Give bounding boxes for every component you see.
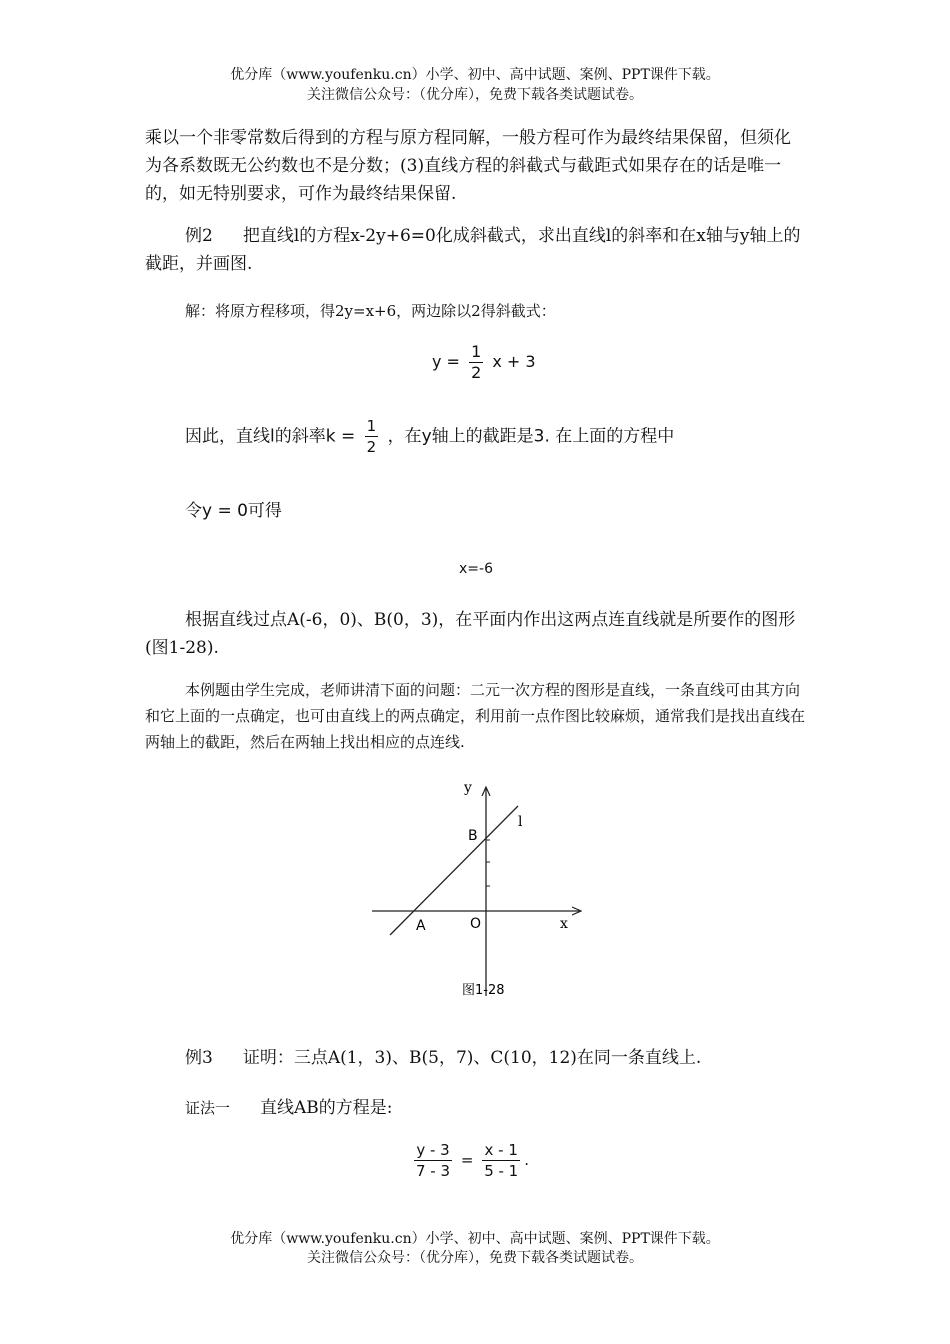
example-3-text: 证明：三点A(1，3)、B(5，7)、C(10，12)在同一条直线上. [242,1048,702,1068]
slope-denominator: 2 [366,438,377,456]
x-axis-label: x [560,916,568,932]
therefore-text-a: 因此，直线l的斜率k = [185,426,356,447]
eq2-left-denominator: 7 - 3 [416,1162,451,1180]
example-2-label: 例2 [185,226,213,246]
origin-label: O [470,916,482,932]
intro-paragraph: 乘以一个非零常数后得到的方程与原方程同解，一般方程可作为最终结果保留，但须化为各系数既无公约数也不是分数；(3)直线方程的斜截式与截距式如果存在的话是唯一的，如无特别要求，可作为最终结果保留. [145,128,791,204]
equation-line-ab [410,1140,529,1181]
example-2-text: 把直线l的方程x-2y+6=0化成斜截式，求出直线l的斜率和在x轴与y轴上的截距，并画图. [145,226,801,274]
therefore-text-b: ，在y轴上的截距是3. 在上面的方程中 [387,426,675,447]
eq2-left-numerator: y - 3 [414,1140,452,1161]
proof-method-1 [145,1094,805,1122]
example-3 [145,1044,805,1072]
proof-label: 证法一 [185,1099,231,1117]
point-b-label: B [468,828,478,844]
eq1-denominator: 2 [471,363,482,382]
eq2-right-denominator: 5 - 1 [484,1162,519,1180]
eq2-period: . [524,1151,530,1169]
eq2-right-numerator: x - 1 [482,1140,520,1161]
example-2 [145,222,805,278]
x-intercept-value: x=-6 [459,561,493,577]
figure-caption: 图1-28 [462,983,505,998]
y-axis-label: y [464,780,472,796]
eq1-numerator: 1 [471,342,482,361]
eq1-lhs: y = [432,352,460,371]
figure-1-28 [360,768,600,1008]
therefore-line [185,416,674,457]
eq1-rhs: x + 3 [492,352,536,371]
let-y-line: 令y = 0可得 [185,501,282,521]
eq2-equals: = [460,1151,474,1169]
header-line-1: 优分库（www.youfenku.cn）小学、初中、高中试题、案例、PPT课件下载。 [230,67,720,83]
note-paragraph: 本例题由学生完成，老师讲清下面的问题：二元一次方程的图形是直线，一条直线可由其方向和它上面的一点确定，也可由直线上的两点确定，利用前一点作图比较麻烦，通常我们是找出直线在两轴上的截距，然后在两轴上找出相应的点连线. [145,681,806,751]
header-line-2: 关注微信公众号：（优分库），免费下载各类试题试卷。 [307,87,643,103]
footer-line-1: 优分库（www.youfenku.cn）小学、初中、高中试题、案例、PPT课件下载。 [230,1231,720,1247]
slope-numerator: 1 [366,417,377,435]
line-label: l [518,814,523,830]
example-3-label: 例3 [185,1048,213,1068]
draw-paragraph: 根据直线过点A(-6，0)、B(0，3)，在平面内作出这两点连直线就是所要作的图形(图1-28). [145,610,796,658]
proof-text: 直线AB的方程是: [260,1098,393,1118]
equation-slope-intercept [432,342,536,383]
solution-line: 解：将原方程移项，得2y=x+6，两边除以2得斜截式： [185,302,556,320]
point-a-label: A [416,918,426,934]
line-l [390,806,518,935]
footer-line-2: 关注微信公众号：（优分库），免费下载各类试题试卷。 [307,1250,643,1266]
